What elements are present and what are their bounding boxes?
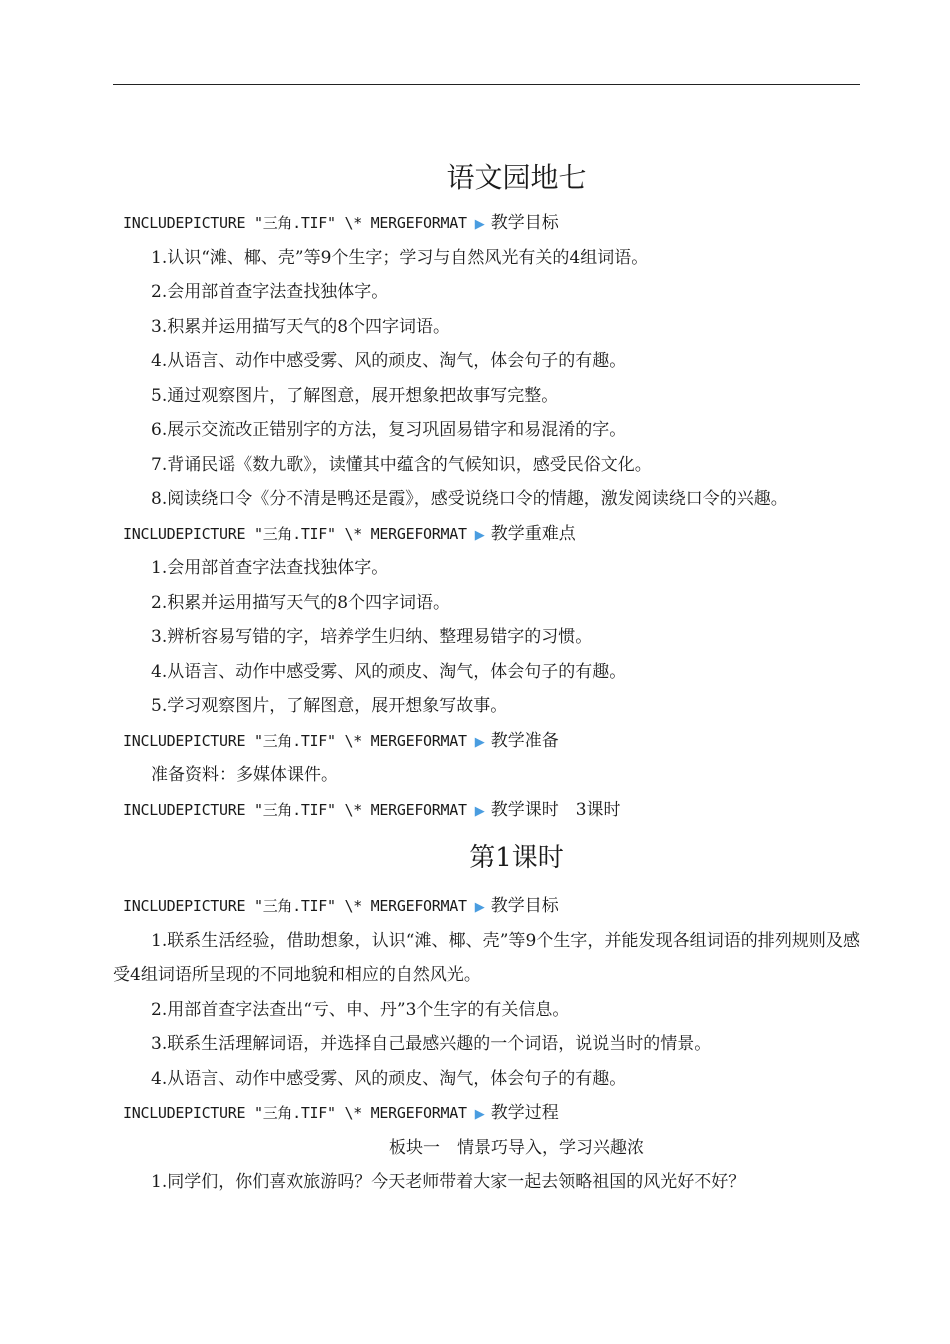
goal-item: 1.认识“滩、椰、壳”等9个生字；学习与自然风光有关的4组词语。 (151, 247, 649, 268)
key-point-item: 5.学习观察图片，了解图意，展开想象写故事。 (151, 696, 508, 716)
key-point-item: 3.辨析容易写错的字，培养学生归纳、整理易错字的习惯。 (151, 627, 593, 647)
key-point-item: 1.会用部首查字法查找独体字。 (151, 558, 389, 578)
document-page (113, 150, 860, 1200)
field-code: INCLUDEPICTURE "三角.TIF" \* MERGEFORMAT (123, 1104, 467, 1122)
section-heading-label: 教学准备 (490, 730, 559, 751)
section-heading-process (113, 1096, 860, 1131)
lesson-goal-item: 2.用部首查字法查出“亏、申、丹”3个生字的有关信息。 (151, 999, 570, 1020)
field-code: INCLUDEPICTURE "三角.TIF" \* MERGEFORMAT (123, 214, 467, 232)
triangle-right-icon: ▶ (474, 803, 485, 819)
block-title: 板块一 情景巧导入，学习兴趣浓 (389, 1137, 644, 1158)
triangle-right-icon: ▶ (474, 900, 485, 915)
goal-item: 2.会用部首查字法查找独体字。 (151, 282, 389, 302)
goal-item: 8.阅读绕口令《分不清是鸭还是霞》，感受说绕口令的情趣，激发阅读绕口令的兴趣。 (151, 489, 788, 509)
process-item: 1.同学们，你们喜欢旅游吗？今天老师带着大家一起去领略祖国的风光好不好？ (151, 1172, 746, 1192)
document-title: 语文园地七 (446, 161, 587, 194)
lesson-title: 第1课时 (469, 843, 564, 873)
lesson-goal-item: 3.联系生活理解词语，并选择自己最感兴趣的一个词语，说说当时的情景。 (151, 1034, 712, 1054)
goal-item: 3.积累并运用描写天气的8个四字词语。 (151, 316, 451, 337)
field-code: INCLUDEPICTURE "三角.TIF" \* MERGEFORMAT (123, 897, 467, 915)
header-rule (113, 84, 860, 85)
field-code: INCLUDEPICTURE "三角.TIF" \* MERGEFORMAT (123, 731, 467, 750)
goal-item: 5.通过观察图片，了解图意，展开想象把故事写完整。 (151, 385, 559, 406)
key-point-item: 2.积累并运用描写天气的8个四字词语。 (151, 592, 451, 613)
section-heading-label: 教学重难点 (490, 523, 576, 544)
section-heading-label: 教学过程 (490, 1103, 559, 1123)
preparation-item: 准备资料：多媒体课件。 (151, 765, 338, 785)
section-heading-preparation (113, 724, 860, 759)
section-heading-label: 教学目标 (490, 213, 559, 233)
section-heading-lesson-goals (113, 889, 860, 924)
lesson-goal-item: 4.从语言、动作中感受雾、风的顽皮、淘气，体会句子的有趣。 (151, 1068, 627, 1089)
key-point-item: 4.从语言、动作中感受雾、风的顽皮、淘气，体会句子的有趣。 (151, 661, 627, 682)
goal-item: 7.背诵民谣《数九歌》，读懂其中蕴含的气候知识，感受民俗文化。 (151, 454, 652, 475)
triangle-right-icon: ▶ (474, 1107, 485, 1122)
triangle-right-icon: ▶ (474, 734, 485, 750)
section-heading-label: 教学目标 (490, 896, 559, 916)
section-heading-hours (113, 793, 860, 828)
goal-item: 6.展示交流改正错别字的方法，复习巩固易错字和易混淆的字。 (151, 420, 627, 440)
field-code: INCLUDEPICTURE "三角.TIF" \* MERGEFORMAT (123, 524, 467, 543)
section-heading-label: 教学课时 3课时 (490, 799, 621, 820)
lesson-goal-item: 1.联系生活经验，借助想象，认识“滩、椰、壳”等9个生字，并能发现各组词语的排列规则及感受4组词语所呈现的不同地貌和相应的自然风光。 (113, 930, 860, 985)
triangle-right-icon: ▶ (474, 217, 485, 232)
goal-item: 4.从语言、动作中感受雾、风的顽皮、淘气，体会句子的有趣。 (151, 351, 627, 371)
section-heading-key-points (113, 517, 860, 552)
triangle-right-icon: ▶ (474, 527, 485, 543)
field-code: INCLUDEPICTURE "三角.TIF" \* MERGEFORMAT (123, 800, 467, 819)
section-heading-goals (113, 206, 860, 241)
